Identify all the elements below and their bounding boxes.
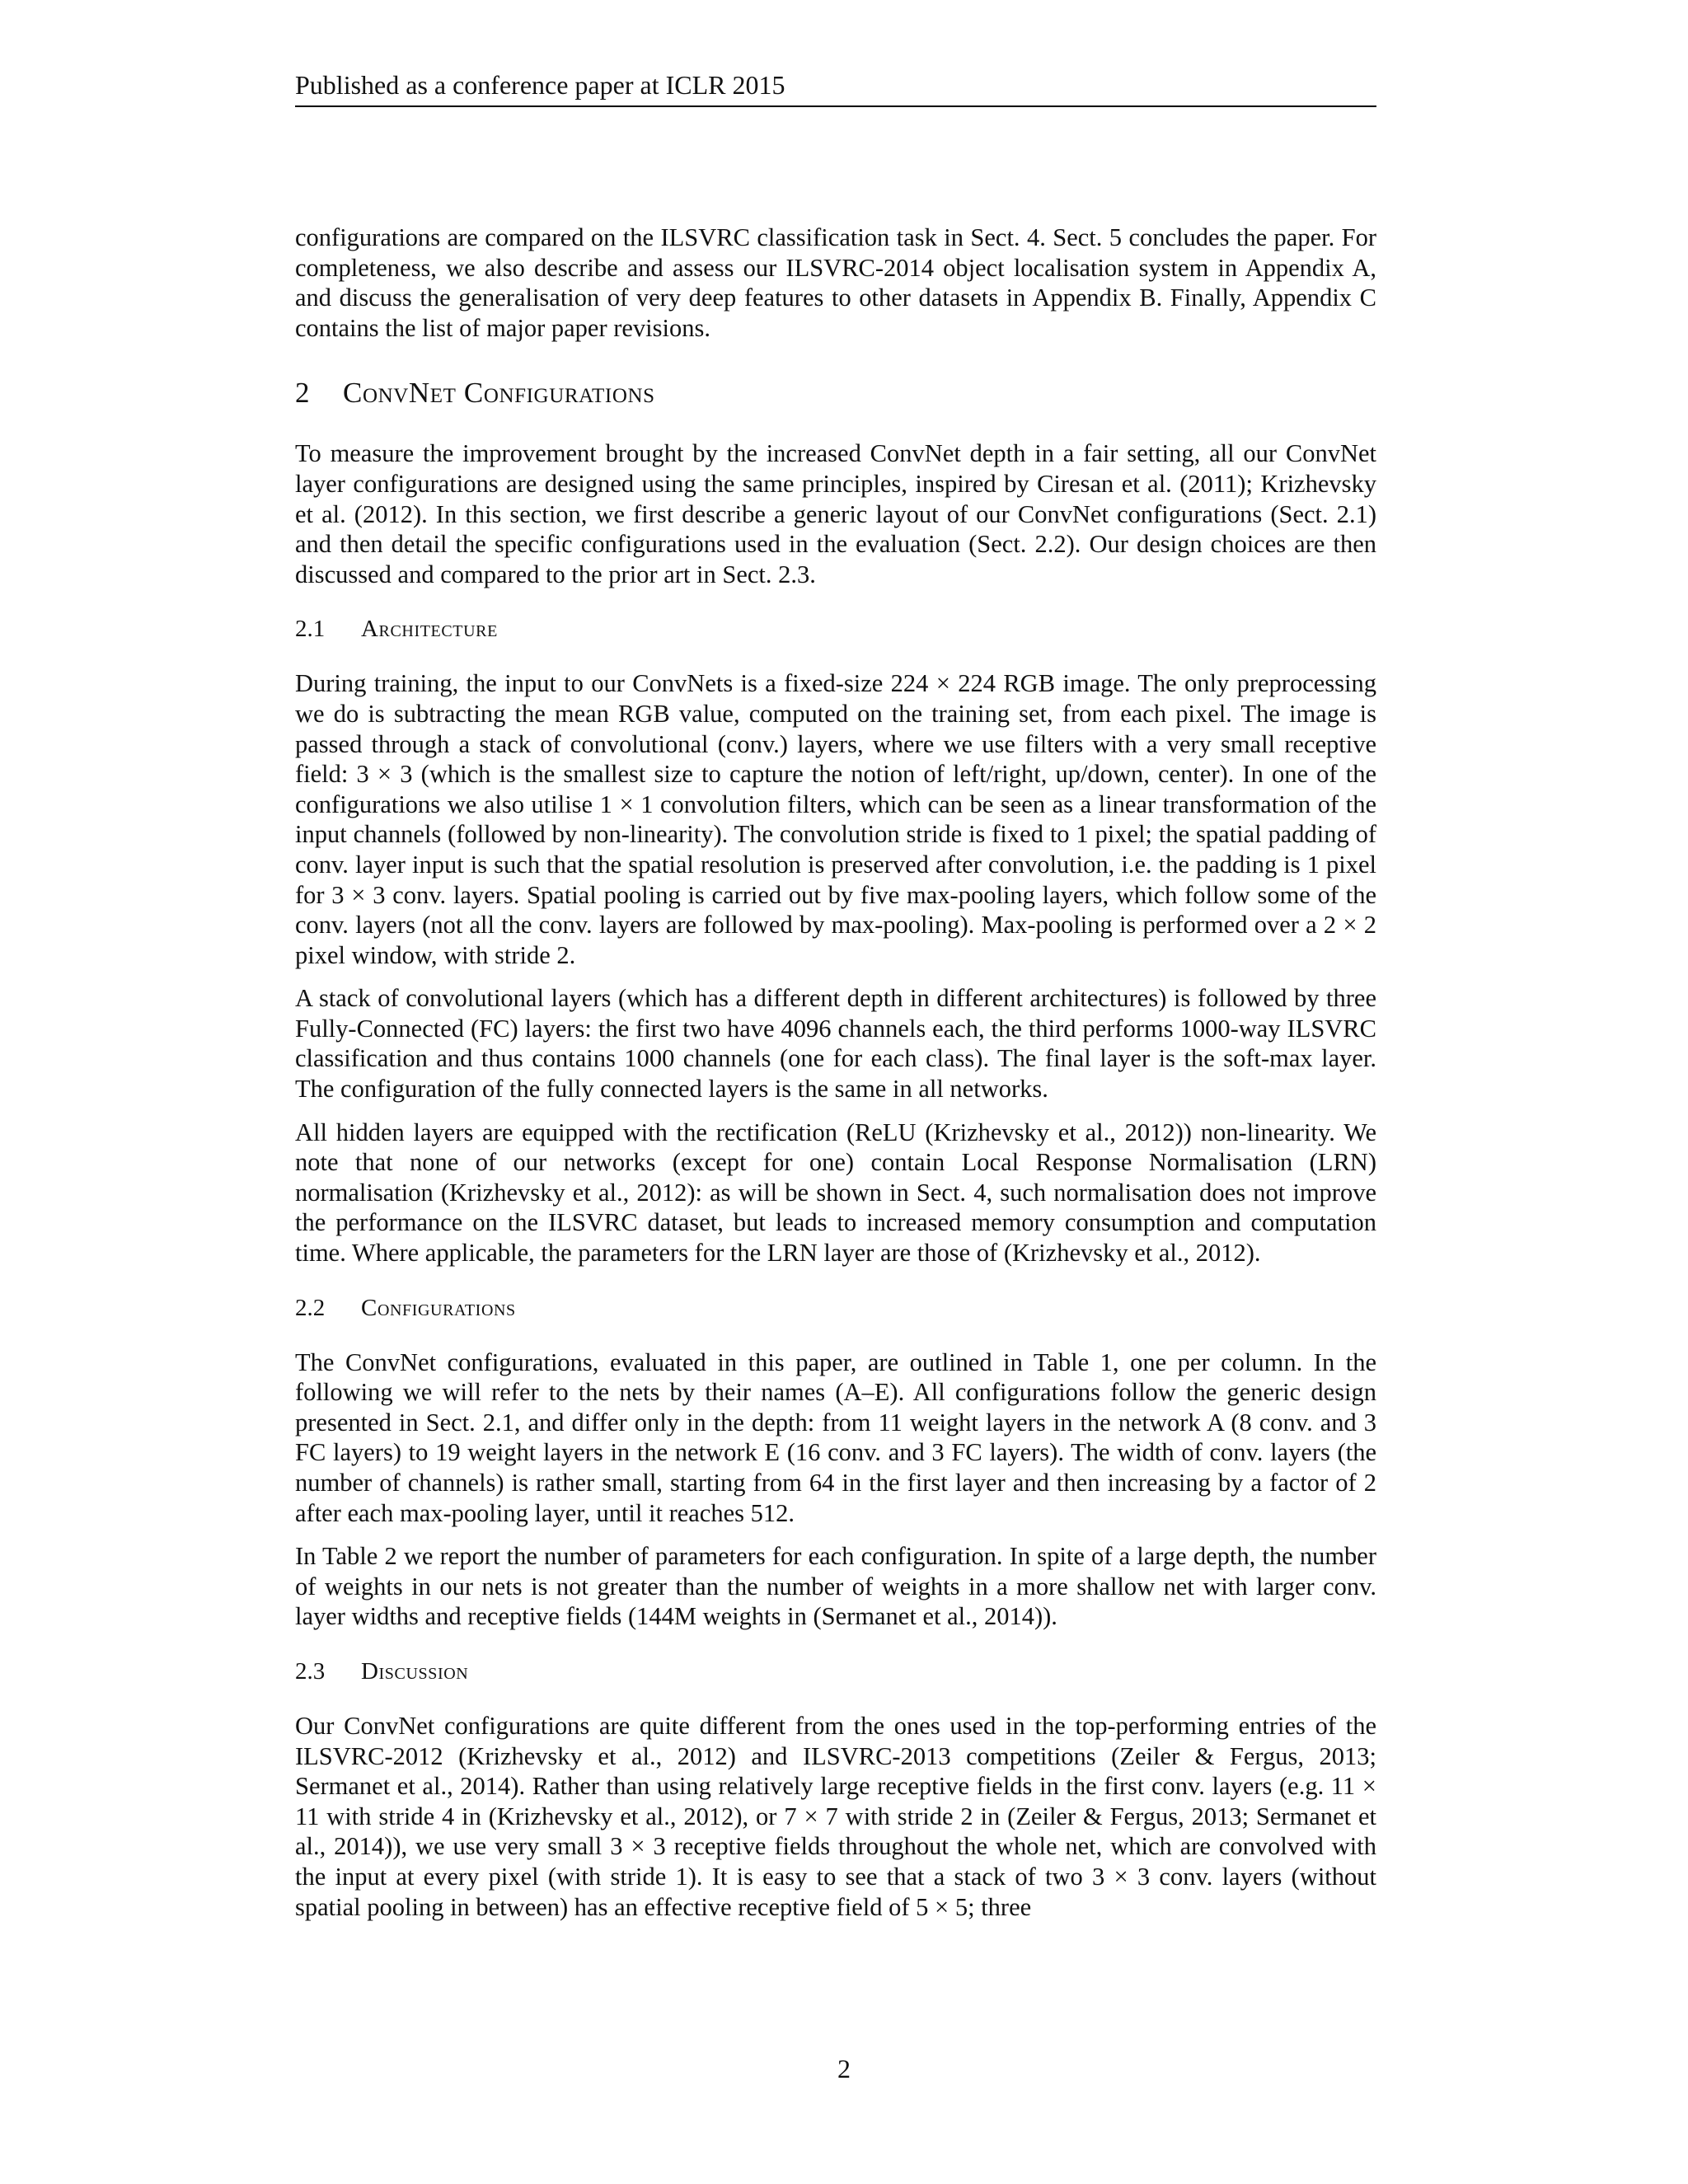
configurations-paragraph-1: The ConvNet configurations, evaluated in this paper, are outlined in Table 1, one per column. In the following we will refer to the nets by their names (A–E). All configurations follow the generic design presented in Sect. 2.1, and differ only in the depth: from 11 weight layers in the network A (8 conv. and 3 FC layers) to 19 weight layers in the network E (16 conv. and 3 FC layers). The width of conv. layers (the number of channels) is rather small, starting from 64 in the first layer and then increasing by a factor of 2 after each max-pooling layer, until it reaches 512. bbox=[295, 1347, 1376, 1527]
architecture-paragraph-2: A stack of convolutional layers (which has a different depth in different architectures) is followed by three Fully-Connected (FC) layers: the first two have 4096 channels each, the third performs 1000-way ILSVRC classification and thus contains 1000 channels (one for each class). The final layer is the soft-max layer. The configuration of the fully connected layers is the same in all networks. bbox=[295, 984, 1376, 1104]
configurations-paragraph-2: In Table 2 we report the number of parameters for each configuration. In spite of a large depth, the number of weights in our nets is not greater than the number of weights in a more shallow net with larger conv. layer widths and receptive fields (144M weights in (Sermanet et al., 2014)). bbox=[295, 1542, 1376, 1631]
discussion-paragraph: Our ConvNet configurations are quite different from the ones used in the top-performing entries of the ILSVRC-2012 (Krizhevsky et al., 2012) and ILSVRC-2013 competitions (Zeiler & Fergus, 2013; Sermanet et al., 2014). Rather than using relatively large receptive fields in the first conv. layers (e.g. 11 × 11 with stride 4 in (Krizhevsky et al., 2012), or 7 × 7 with stride 2 in (Zeiler & Fergus, 2013; Sermanet et al., 2014)), we use very small 3 × 3 receptive fields throughout the whole net, which are convolved with the input at every pixel (with stride 1). It is easy to see that a stack of two 3 × 3 conv. layers (without spatial pooling in between) has an effective receptive field of 5 × 5; three bbox=[295, 1711, 1376, 1921]
section-title: ConvNet Configurations bbox=[343, 377, 655, 410]
section-paragraph: To measure the improvement brought by the increased ConvNet depth in a fair setting, all our ConvNet layer configurations are designed using the same principles, inspired by Ciresan et al. (2011); Krizhevsky et al. (2012). In this section, we first describe a generic layout of our ConvNet configurations (Sect. 2.1) and then detail the specific configurations used in the evaluation (Sect. 2.2). Our design choices are then discussed and compared to the prior art in Sect. 2.3. bbox=[295, 439, 1376, 588]
subsection-number: 2.2 bbox=[295, 1294, 326, 1321]
subsection-title: Configurations bbox=[361, 1294, 516, 1321]
architecture-paragraph-3: All hidden layers are equipped with the rectification (ReLU (Krizhevsky et al., 2012)) non-linearity. We note that none of our networks (except for one) contain Local Response Normalisation (LRN) normalisation (Krizhevsky et al., 2012): as will be shown in Sect. 4, such normalisation does not improve the performance on the ILSVRC dataset, but leads to increased memory consumption and computation time. Where applicable, the parameters for the LRN layer are those of (Krizhevsky et al., 2012). bbox=[295, 1118, 1376, 1268]
page-body bbox=[295, 223, 1376, 1922]
running-header: Published as a conference paper at ICLR 2015 bbox=[295, 68, 1376, 107]
subsection-title: Discussion bbox=[361, 1657, 469, 1685]
subsection-number: 2.1 bbox=[295, 616, 326, 643]
subsection-heading-configurations bbox=[295, 1293, 1376, 1323]
subsection-title: Architecture bbox=[361, 616, 498, 643]
section-number: 2 bbox=[295, 377, 310, 410]
section-heading bbox=[295, 376, 1376, 410]
subsection-heading-discussion bbox=[295, 1657, 1376, 1686]
subsection-number: 2.3 bbox=[295, 1657, 326, 1685]
subsection-heading-architecture bbox=[295, 614, 1376, 644]
intro-paragraph: configurations are compared on the ILSVRC classification task in Sect. 4. Sect. 5 concludes the paper. For completeness, we also describe and assess our ILSVRC-2014 object localisation system in Appendix A, and discuss the generalisation of very deep features to other datasets in Appendix B. Finally, Appendix C contains the list of major paper revisions. bbox=[295, 223, 1376, 342]
page-number: 2 bbox=[837, 2054, 851, 2083]
architecture-paragraph-1: During training, the input to our ConvNets is a fixed-size 224 × 224 RGB image. The only preprocessing we do is subtracting the mean RGB value, computed on the training set, from each pixel. The image is passed through a stack of convolutional (conv.) layers, where we use filters with a very small receptive field: 3 × 3 (which is the smallest size to capture the notion of left/right, up/down, center). In one of the configurations we also utilise 1 × 1 convolution filters, which can be seen as a linear transformation of the input channels (followed by non-linearity). The convolution stride is fixed to 1 pixel; the spatial padding of conv. layer input is such that the spatial resolution is preserved after convolution, i.e. the padding is 1 pixel for 3 × 3 conv. layers. Spatial pooling is carried out by five max-pooling layers, which follow some of the conv. layers (not all the conv. layers are followed by max-pooling). Max-pooling is performed over a 2 × 2 pixel window, with stride 2. bbox=[295, 669, 1376, 969]
